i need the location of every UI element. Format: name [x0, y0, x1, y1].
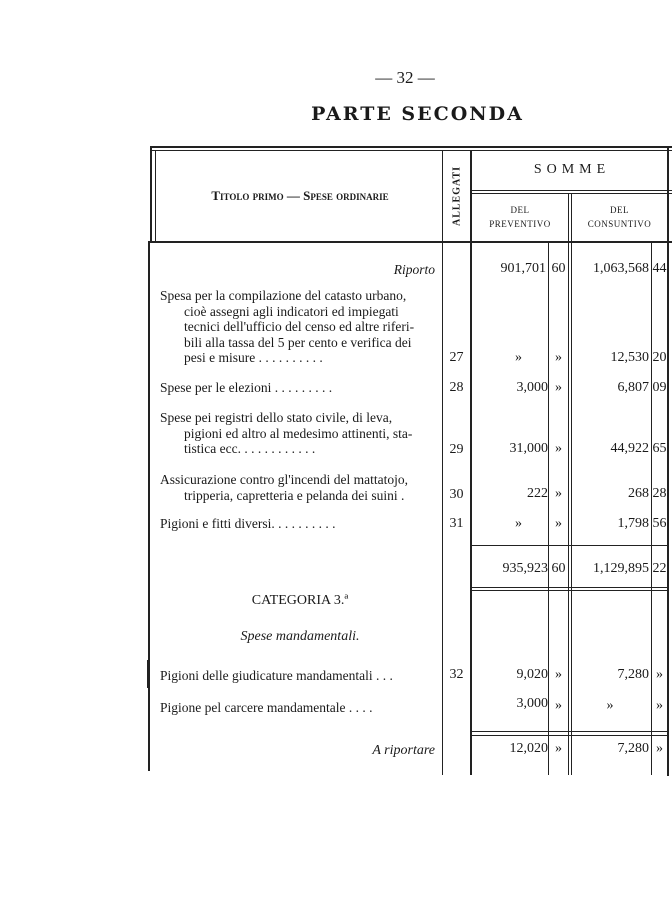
riporto-consuntivo: 1,063,568 [593, 261, 649, 276]
entry-catasto-consuntivo: 12,530 [610, 350, 649, 365]
subtotal-preventivo: 935,923 [502, 561, 548, 576]
somme-rule [472, 190, 672, 191]
a-riportare-preventivo: 12,020 [509, 741, 548, 756]
entry-catasto-preventivo: » [515, 350, 522, 365]
entry-elezioni-consuntivo-cent: 09 [652, 380, 667, 395]
subtotal-consuntivo: 1,129,895 [593, 561, 649, 576]
entry-giudicature-consuntivo: 7,280 [617, 667, 649, 682]
entry-elezioni-preventivo-cent: » [555, 380, 562, 395]
consuntivo-header: DEL CONSUNTIVO [587, 205, 652, 229]
header-bottom-rule [150, 241, 672, 243]
a-riportare-preventivo-cent: » [555, 741, 562, 756]
subtotal-consuntivo-cent: 22 [652, 561, 667, 576]
cent-col-cons [651, 243, 652, 775]
entry-catasto: Spesa per la compilazione del catasto urbano, cioè assegni agli indicatori ed impiegati tecnici dell'ufficio del censo ed altre riferi- bili alla tassa del 5 per cento e verifica dei pesi e misure . . . . . . . . . . [160, 288, 415, 365]
subtotal-preventivo-cent: 60 [551, 561, 566, 576]
left-border-2 [155, 150, 156, 241]
allegati-header: ALLEGATI [451, 165, 463, 227]
entry-pigioni-fitti-allegato: 31 [449, 516, 464, 531]
entry-elezioni: Spese per le elezioni . . . . . . . . . [160, 380, 333, 395]
entry-registri: Spese pei registri dello stato civile, di leva, pigioni ed altro al medesimo attinenti, sta- tistica ecc. . . . . . . . . . . . [160, 410, 413, 456]
right-border [667, 146, 669, 776]
entry-pigioni-fitti-preventivo-cent: » [555, 516, 562, 531]
entry-catasto-preventivo-cent: » [555, 350, 562, 365]
categoria-heading: CATEGORIA 3.ª [251, 593, 349, 608]
header-title: Titolo primo — Spese ordinarie [211, 188, 389, 203]
a-riportare-label: A riportare [372, 743, 435, 758]
cons-col-left [568, 243, 569, 775]
entry-giudicature-allegato: 32 [449, 667, 464, 682]
entry-pigioni-fitti: Pigioni e fitti diversi. . . . . . . . . . [160, 516, 336, 531]
subtotal-rule-bottom-2 [472, 590, 668, 591]
entry-registri-consuntivo: 44,922 [610, 441, 649, 456]
cent-col-prev [548, 243, 549, 775]
riporto-preventivo-cent: 60 [551, 261, 566, 276]
table-top-rule-2 [150, 150, 672, 151]
riporto-preventivo: 901,701 [500, 261, 546, 276]
entry-assicurazione: Assicurazione contro gl'incendi del mattatojo, tripperia, capretteria e pelanda dei suini . [160, 472, 408, 503]
a-riportare-consuntivo: 7,280 [617, 741, 649, 756]
entry-elezioni-allegato: 28 [449, 380, 464, 395]
entry-assicurazione-preventivo-cent: » [555, 486, 562, 501]
entry-pigioni-fitti-consuntivo: 1,798 [617, 516, 649, 531]
riporto-consuntivo-cent: 44 [652, 261, 667, 276]
subtotal-rule-bottom [472, 587, 668, 588]
page-number: — 32 — [375, 68, 435, 87]
entry-carcere-consuntivo-cent: » [656, 698, 663, 713]
cons-col-left-2 [571, 243, 572, 775]
entry-giudicature: Pigioni delle giudicature mandamentali . . . [160, 668, 393, 683]
categoria-subtitle: Spese mandamentali. [240, 629, 360, 644]
riporto-label: Riporto [393, 262, 435, 277]
entry-elezioni-preventivo: 3,000 [516, 380, 548, 395]
entry-registri-preventivo: 31,000 [509, 441, 548, 456]
somme-header: SOMME [533, 162, 611, 177]
entry-catasto-consuntivo-cent: 20 [652, 350, 667, 365]
entry-carcere-preventivo: 3,000 [516, 696, 548, 711]
entry-giudicature-consuntivo-cent: » [656, 667, 663, 682]
entry-elezioni-consuntivo: 6,807 [617, 380, 649, 395]
left-border [150, 146, 152, 241]
prev-cons-divider [568, 193, 569, 241]
entry-carcere: Pigione pel carcere mandamentale . . . . [160, 700, 373, 715]
entry-pigioni-fitti-consuntivo-cent: 56 [652, 516, 667, 531]
riportare-rule-2 [472, 735, 668, 736]
entry-pigioni-fitti-preventivo: » [515, 516, 522, 531]
entry-assicurazione-consuntivo: 268 [628, 486, 649, 501]
entry-registri-consuntivo-cent: 65 [652, 441, 667, 456]
left-border-body [148, 241, 150, 771]
entry-giudicature-preventivo: 9,020 [516, 667, 548, 682]
entry-assicurazione-preventivo: 222 [527, 486, 548, 501]
entry-catasto-allegato: 27 [449, 350, 464, 365]
left-mark-1 [147, 660, 149, 688]
entry-carcere-consuntivo: » [606, 698, 614, 713]
entry-registri-preventivo-cent: » [555, 441, 562, 456]
table-top-rule [150, 146, 672, 148]
entry-giudicature-preventivo-cent: » [555, 667, 562, 682]
subtotal-rule-top [472, 545, 668, 546]
part-title: PARTE SECONDA [311, 103, 524, 125]
a-riportare-consuntivo-cent: » [656, 741, 663, 756]
somme-rule-2 [472, 193, 672, 194]
entry-assicurazione-allegato: 30 [449, 487, 464, 502]
entry-assicurazione-consuntivo-cent: 28 [652, 486, 667, 501]
riportare-rule-1 [472, 731, 668, 732]
preventivo-header: DEL PREVENTIVO [489, 205, 551, 229]
entry-carcere-preventivo-cent: » [555, 698, 562, 713]
entry-registri-allegato: 29 [449, 442, 464, 457]
